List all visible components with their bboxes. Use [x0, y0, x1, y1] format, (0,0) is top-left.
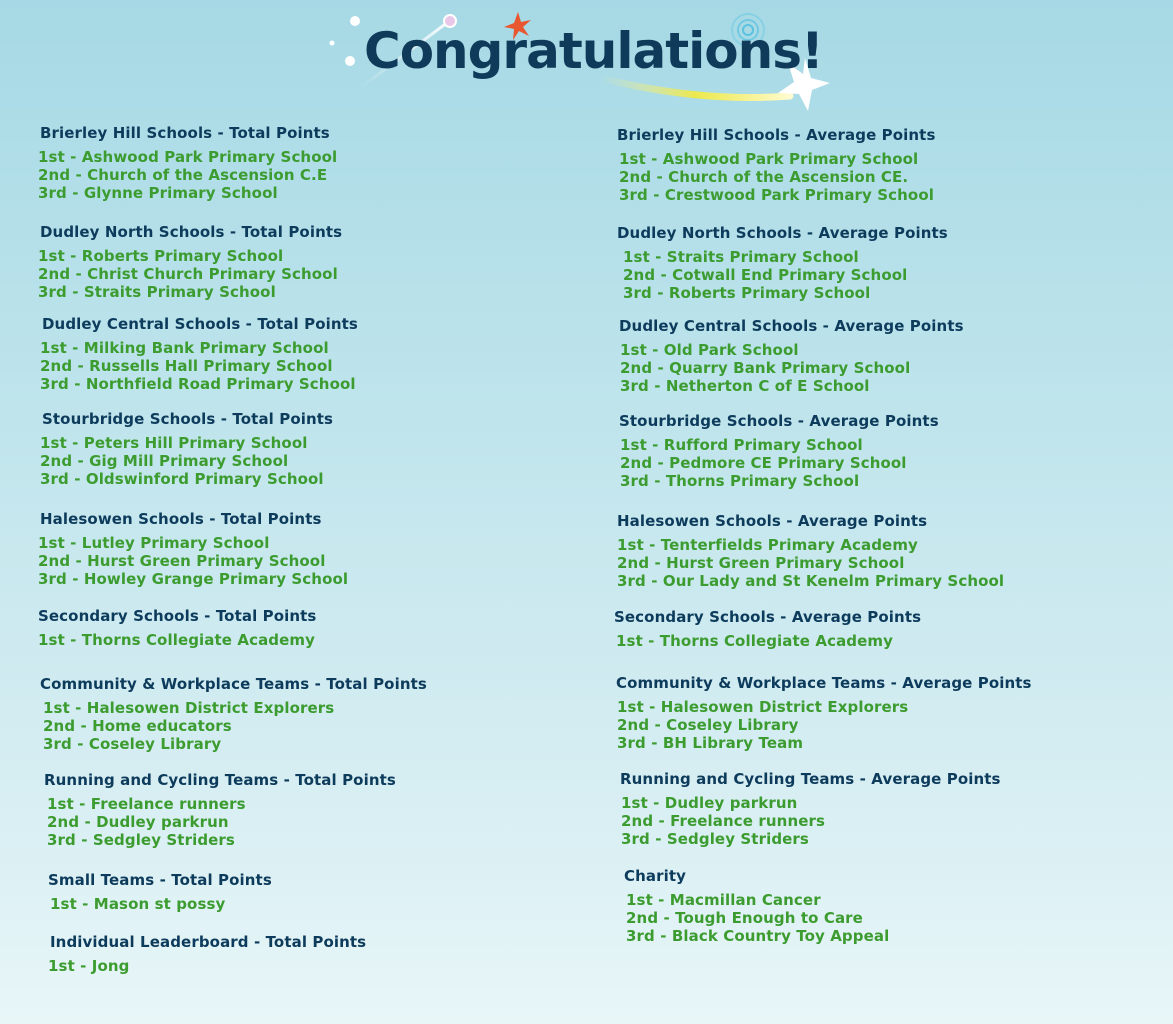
winner-entry: 3rd - Our Lady and St Kenelm Primary School — [617, 572, 1005, 590]
winner-entry: 1st - Tenterfields Primary Academy — [617, 536, 918, 554]
winner-entry: 1st - Rufford Primary School — [620, 436, 863, 454]
category-section — [617, 224, 948, 302]
category-section — [619, 317, 964, 395]
category-heading: Secondary Schools - Total Points — [38, 607, 317, 625]
category-heading: Charity — [624, 867, 686, 885]
category-section — [44, 771, 396, 849]
category-section — [616, 674, 1032, 752]
category-section — [620, 770, 1001, 848]
category-heading: Secondary Schools - Average Points — [614, 608, 922, 626]
winner-entry: 2nd - Russells Hall Primary School — [40, 357, 333, 375]
winner-entry: 1st - Old Park School — [620, 341, 799, 359]
category-section — [50, 933, 366, 975]
winner-entry: 1st - Jong — [48, 957, 130, 975]
winner-entry: 3rd - Sedgley Striders — [47, 831, 235, 849]
winner-entry: 2nd - Freelance runners — [621, 812, 826, 830]
winner-entry: 3rd - Northfield Road Primary School — [40, 375, 356, 393]
category-section — [40, 223, 342, 301]
category-heading: Community & Workplace Teams - Total Points — [40, 675, 427, 693]
winner-entry: 1st - Thorns Collegiate Academy — [38, 631, 316, 649]
winner-entry: 1st - Ashwood Park Primary School — [619, 150, 919, 168]
winner-entry: 3rd - BH Library Team — [617, 734, 804, 752]
category-heading: Individual Leaderboard - Total Points — [50, 933, 367, 951]
winner-entry: 1st - Peters Hill Primary School — [40, 434, 308, 452]
winner-entry: 2nd - Coseley Library — [617, 716, 799, 734]
winner-entry: 3rd - Howley Grange Primary School — [38, 570, 349, 588]
category-section — [48, 871, 272, 913]
category-heading: Running and Cycling Teams - Total Points — [44, 771, 396, 789]
winner-entry: 1st - Freelance runners — [47, 795, 246, 813]
page-title: Congratulations! — [364, 22, 823, 80]
category-heading: Small Teams - Total Points — [48, 871, 272, 889]
category-heading: Dudley Central Schools - Average Points — [619, 317, 964, 335]
winner-entry: 3rd - Thorns Primary School — [620, 472, 860, 490]
winner-entry: 3rd - Crestwood Park Primary School — [619, 186, 934, 204]
winner-entry: 1st - Roberts Primary School — [38, 247, 284, 265]
category-heading: Brierley Hill Schools - Total Points — [40, 124, 330, 142]
category-section — [619, 412, 939, 490]
category-section — [624, 867, 889, 945]
winner-entry: 2nd - Gig Mill Primary School — [40, 452, 289, 470]
category-section — [40, 675, 427, 753]
category-heading: Dudley Central Schools - Total Points — [42, 315, 358, 333]
winner-entry: 1st - Halesowen District Explorers — [617, 698, 909, 716]
winner-entry: 2nd - Christ Church Primary School — [38, 265, 338, 283]
winner-entry: 3rd - Roberts Primary School — [623, 284, 871, 302]
winner-entry: 1st - Mason st possy — [50, 895, 226, 913]
category-heading: Dudley North Schools - Average Points — [617, 224, 948, 242]
winner-entry: 2nd - Hurst Green Primary School — [617, 554, 905, 572]
winner-entry: 1st - Straits Primary School — [623, 248, 859, 266]
category-section — [40, 510, 348, 588]
winner-entry: 1st - Macmillan Cancer — [626, 891, 821, 909]
category-section — [614, 608, 921, 650]
winner-entry: 3rd - Coseley Library — [43, 735, 222, 753]
category-section — [617, 512, 1004, 590]
winner-entry: 2nd - Church of the Ascension C.E — [38, 166, 328, 184]
winner-entry: 1st - Milking Bank Primary School — [40, 339, 329, 357]
winner-entry: 1st - Dudley parkrun — [621, 794, 798, 812]
category-section — [42, 410, 333, 488]
winner-entry: 2nd - Cotwall End Primary School — [623, 266, 908, 284]
winner-entry: 2nd - Quarry Bank Primary School — [620, 359, 911, 377]
winner-entry: 3rd - Straits Primary School — [38, 283, 276, 301]
category-heading: Dudley North Schools - Total Points — [40, 223, 343, 241]
winner-entry: 1st - Lutley Primary School — [38, 534, 270, 552]
category-heading: Brierley Hill Schools - Average Points — [617, 126, 936, 144]
winner-entry: 2nd - Church of the Ascension CE. — [619, 168, 909, 186]
category-section — [40, 124, 337, 202]
winner-entry: 1st - Thorns Collegiate Academy — [616, 632, 894, 650]
winner-entry: 3rd - Black Country Toy Appeal — [626, 927, 890, 945]
category-heading: Stourbridge Schools - Average Points — [619, 412, 939, 430]
category-heading: Stourbridge Schools - Total Points — [42, 410, 334, 428]
category-heading: Halesowen Schools - Total Points — [40, 510, 322, 528]
winner-entry: 3rd - Oldswinford Primary School — [40, 470, 324, 488]
winner-entry: 2nd - Dudley parkrun — [47, 813, 229, 831]
winner-entry: 2nd - Tough Enough to Care — [626, 909, 863, 927]
winner-entry: 3rd - Netherton C of E School — [620, 377, 870, 395]
category-section — [617, 126, 935, 204]
category-section — [42, 315, 358, 393]
category-heading: Running and Cycling Teams - Average Points — [620, 770, 1001, 788]
category-heading: Halesowen Schools - Average Points — [617, 512, 928, 530]
winner-entry: 2nd - Hurst Green Primary School — [38, 552, 326, 570]
winner-entry: 1st - Ashwood Park Primary School — [38, 148, 338, 166]
winner-entry: 2nd - Home educators — [43, 717, 232, 735]
winner-entry: 2nd - Pedmore CE Primary School — [620, 454, 907, 472]
category-section — [38, 607, 316, 649]
winner-entry: 3rd - Sedgley Striders — [621, 830, 809, 848]
winner-entry: 3rd - Glynne Primary School — [38, 184, 278, 202]
title-banner — [320, 8, 840, 123]
category-heading: Community & Workplace Teams - Average Points — [616, 674, 1032, 692]
winner-entry: 1st - Halesowen District Explorers — [43, 699, 335, 717]
